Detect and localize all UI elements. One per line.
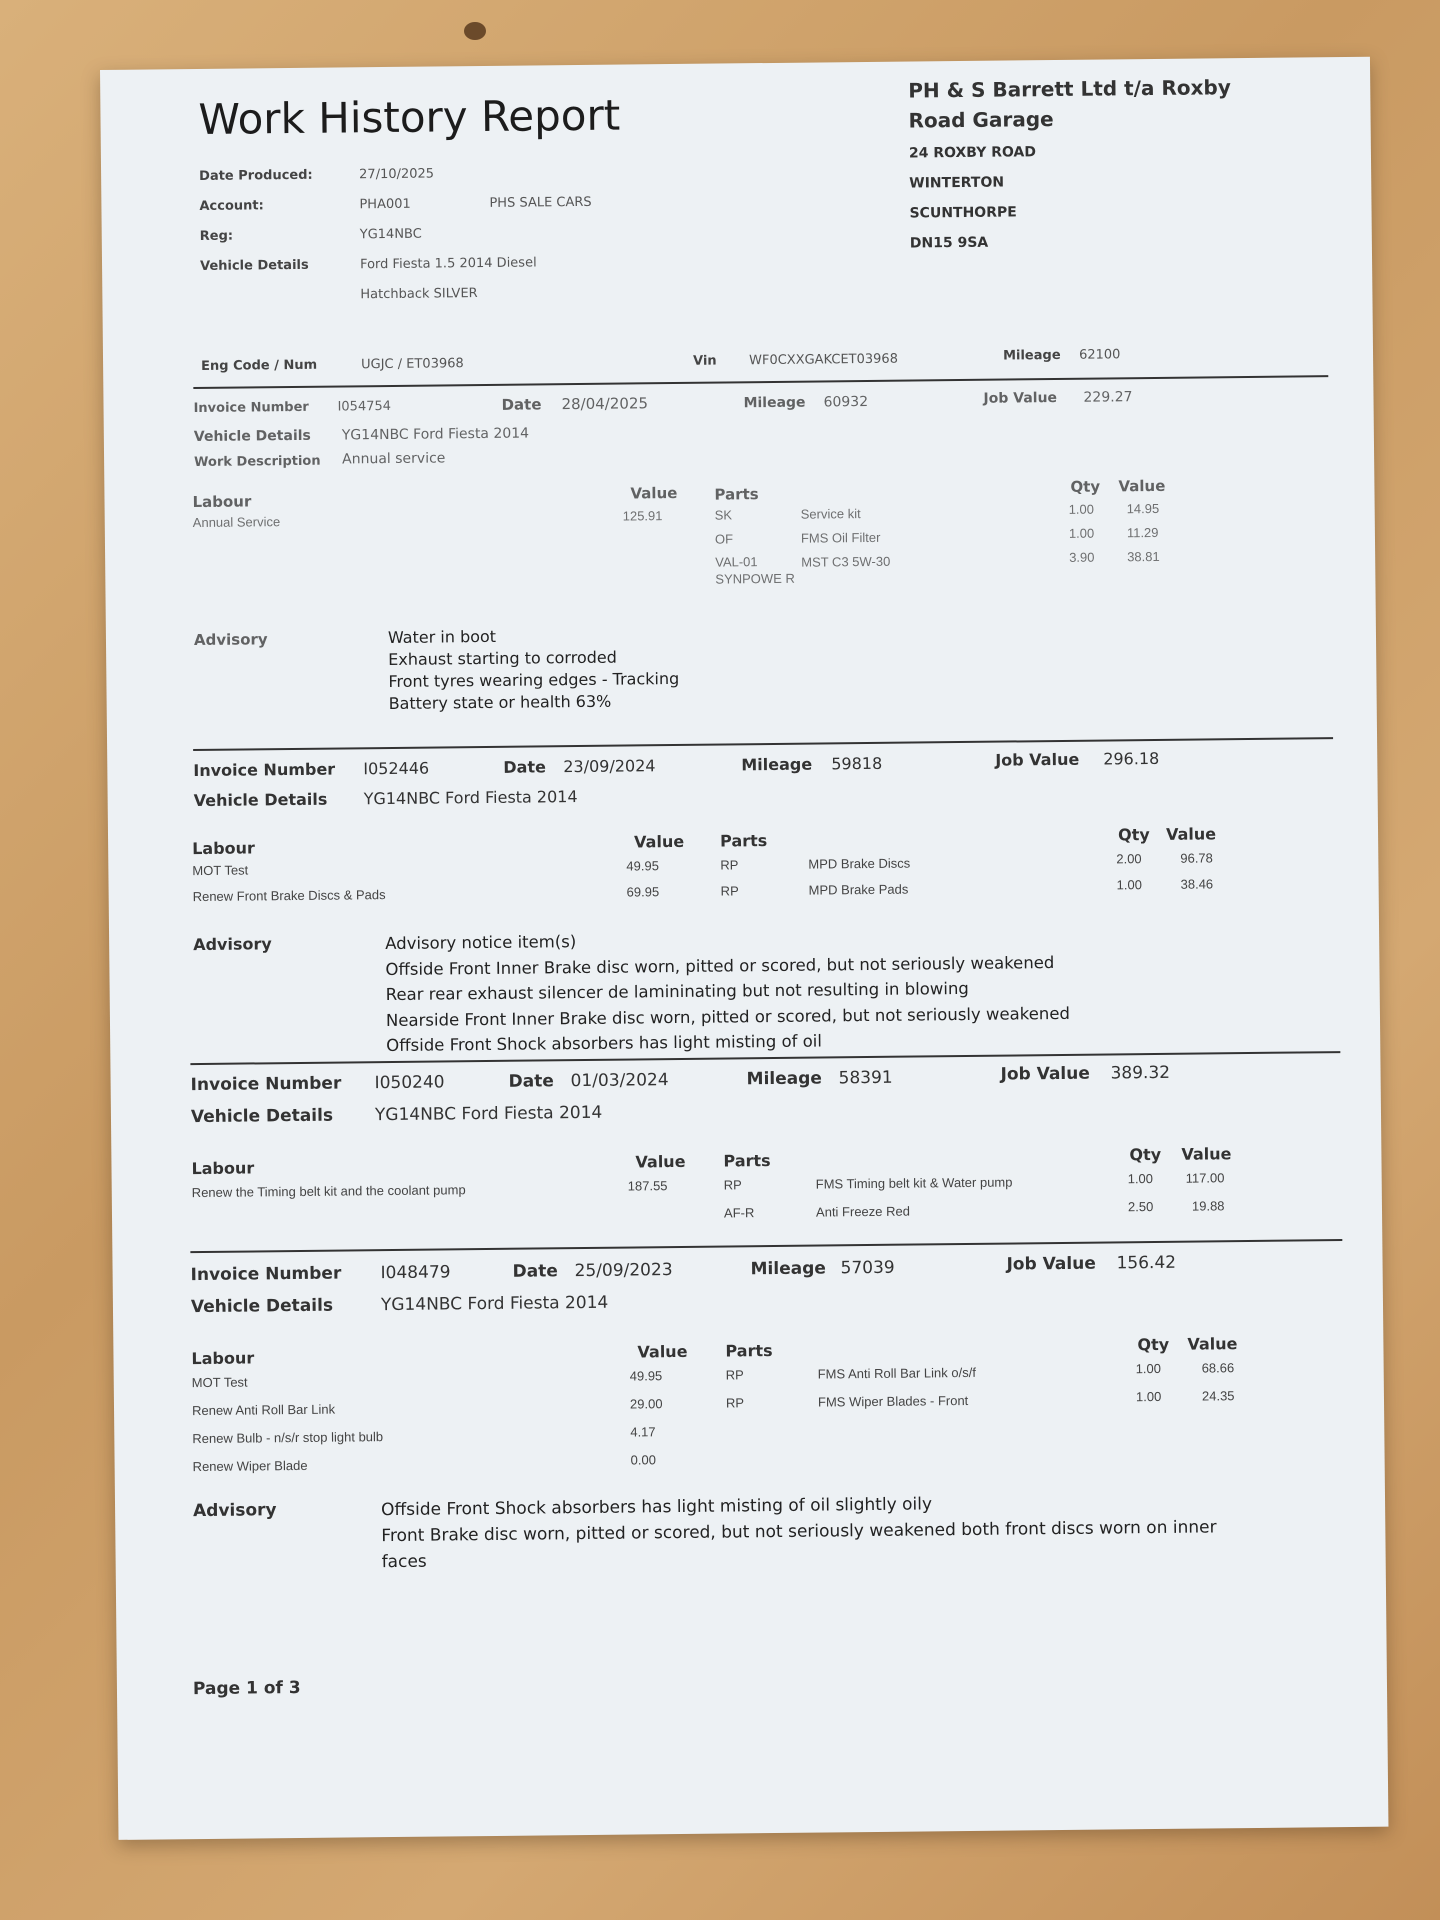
invoice-number: I054754 xyxy=(337,398,392,415)
section-divider xyxy=(193,737,1333,751)
value-header: Value xyxy=(1187,1334,1238,1354)
part-qty: 1.00 xyxy=(1135,1388,1162,1405)
invoice-number: I050240 xyxy=(374,1072,445,1094)
part-code: OF xyxy=(714,531,734,547)
value-header: Value xyxy=(1181,1144,1232,1164)
value-header: Value xyxy=(637,1341,688,1362)
parts-header: Parts xyxy=(723,1151,771,1171)
vehicle-details-line-1: Ford Fiesta 1.5 2014 Diesel xyxy=(359,255,537,273)
invoice-mileage: 57039 xyxy=(840,1257,895,1279)
mileage-label: Mileage xyxy=(1002,347,1061,364)
work-description-label: Work Description xyxy=(194,453,321,471)
labour-value: 4.17 xyxy=(630,1424,656,1440)
part-value: 14.95 xyxy=(1126,500,1160,517)
part-qty: 1.00 xyxy=(1068,525,1095,541)
job-value: 389.32 xyxy=(1110,1062,1171,1084)
labour-value: 187.55 xyxy=(627,1178,668,1194)
report-title: Work History Report xyxy=(198,90,621,144)
advisory-list xyxy=(385,924,1070,1059)
advisory-item: faces xyxy=(381,1551,427,1573)
advisory-item: Rear rear exhaust silencer de lamininating but not resulting in blowing xyxy=(385,978,969,1005)
vin: WF0CXXGAKCET03968 xyxy=(749,351,899,369)
company-line-2: Road Garage xyxy=(908,107,1054,133)
account-code: PHA001 xyxy=(359,196,411,213)
desk-mark xyxy=(464,22,486,40)
value-header: Value xyxy=(634,831,685,852)
vehicle-details-label: Vehicle Details xyxy=(193,789,328,811)
vehicle-details: YG14NBC Ford Fiesta 2014 xyxy=(363,787,578,809)
part-code: AF-R xyxy=(723,1205,755,1221)
parts-header: Parts xyxy=(714,485,759,504)
part-desc: MST C3 5W-30 xyxy=(801,553,891,570)
invoice-mileage: 58391 xyxy=(838,1067,893,1089)
mileage-label: Mileage xyxy=(750,1258,826,1280)
qty-header: Qty xyxy=(1137,1334,1170,1355)
invoice-date: 25/09/2023 xyxy=(574,1260,673,1282)
value-header: Value xyxy=(635,1151,686,1172)
mileage-label: Mileage xyxy=(741,754,813,775)
labour-value: 49.95 xyxy=(629,1368,663,1384)
part-desc: Anti Freeze Red xyxy=(815,1203,911,1220)
advisory-item: Front Brake disc worn, pitted or scored, but not seriously weakened both front discs worn on inner xyxy=(381,1517,1217,1547)
invoice-number-label: Invoice Number xyxy=(190,1073,342,1096)
part-value: 11.29 xyxy=(1126,524,1159,541)
invoice-number: I048479 xyxy=(380,1262,451,1284)
invoice-number-label: Invoice Number xyxy=(193,759,336,781)
advisory-item: Front tyres wearing edges - Tracking xyxy=(388,668,680,692)
vehicle-details-label: Vehicle Details xyxy=(199,257,309,274)
vehicle-details: YG14NBC Ford Fiesta 2014 xyxy=(374,1102,603,1126)
qty-header: Qty xyxy=(1117,825,1150,845)
job-value-label: Job Value xyxy=(1006,1253,1096,1275)
part-code: RP xyxy=(723,1177,742,1193)
address-line: SCUNTHORPE xyxy=(909,204,1017,222)
eng-code: UGJC / ET03968 xyxy=(361,356,464,373)
advisory-item: Battery state or health 63% xyxy=(388,691,612,714)
part-qty: 3.90 xyxy=(1069,549,1095,565)
qty-header: Qty xyxy=(1129,1144,1162,1165)
account-name: PHS SALE CARS xyxy=(489,194,592,211)
labour-value: 69.95 xyxy=(626,884,660,900)
part-value: 38.46 xyxy=(1180,876,1214,892)
vehicle-details-label: Vehicle Details xyxy=(193,427,311,446)
mileage-label: Mileage xyxy=(743,394,806,412)
labour-header: Labour xyxy=(192,492,252,512)
labour-desc: MOT Test xyxy=(192,862,249,879)
date-label: Date xyxy=(512,1261,558,1282)
vehicle-details-label: Vehicle Details xyxy=(190,1105,334,1128)
part-qty: 2.50 xyxy=(1127,1199,1154,1215)
part-qty: 1.00 xyxy=(1116,877,1142,893)
invoice-mileage: 59818 xyxy=(831,753,883,774)
page-number: Page 1 of 3 xyxy=(192,1677,301,1700)
part-value: 38.81 xyxy=(1127,548,1160,565)
part-value: 68.66 xyxy=(1201,1360,1235,1376)
part-desc: FMS Wiper Blades - Front xyxy=(817,1392,969,1410)
labour-desc: Renew Wiper Blade xyxy=(192,1457,308,1475)
account-label: Account: xyxy=(199,198,264,214)
company-name xyxy=(908,71,1309,135)
invoice-mileage: 60932 xyxy=(823,393,869,411)
reg-label: Reg: xyxy=(199,228,234,244)
labour-value: 125.91 xyxy=(622,508,663,524)
invoice-number-label: Invoice Number xyxy=(190,1263,342,1286)
labour-value: 0.00 xyxy=(630,1452,656,1468)
part-qty: 1.00 xyxy=(1127,1171,1154,1187)
company-line-1: PH & S Barrett Ltd t/a Roxby xyxy=(908,75,1231,103)
part-qty: 1.00 xyxy=(1068,501,1095,517)
labour-header: Labour xyxy=(192,838,255,859)
part-code: RP xyxy=(720,857,739,873)
part-qty: 2.00 xyxy=(1116,851,1142,867)
advisory-list xyxy=(388,624,680,715)
vehicle-details-line-2: Hatchback SILVER xyxy=(360,286,478,303)
reg: YG14NBC xyxy=(359,226,422,243)
part-code: RP xyxy=(725,1395,745,1411)
invoice-number-label: Invoice Number xyxy=(193,399,309,417)
date-label: Date xyxy=(501,395,542,414)
parts-header: Parts xyxy=(720,831,768,851)
advisory-item: Water in boot xyxy=(387,626,497,648)
section-divider xyxy=(190,1239,1342,1253)
report-paper xyxy=(100,57,1388,1840)
parts-header: Parts xyxy=(725,1341,773,1361)
part-desc: MPD Brake Discs xyxy=(808,855,911,872)
advisory-item: Exhaust starting to corroded xyxy=(388,647,617,670)
job-value-label: Job Value xyxy=(983,389,1058,407)
advisory-label: Advisory xyxy=(192,1500,277,1522)
date-produced: 27/10/2025 xyxy=(359,166,435,183)
date-label: Date xyxy=(503,757,546,777)
vehicle-details-label: Vehicle Details xyxy=(190,1295,334,1318)
advisory-item: Offside Front Shock absorbers has light misting of oil slightly oily xyxy=(380,1494,933,1521)
job-value-label: Job Value xyxy=(995,749,1080,770)
invoice-date: 23/09/2024 xyxy=(563,756,656,777)
labour-desc: MOT Test xyxy=(191,1374,248,1391)
labour-desc: Renew Anti Roll Bar Link xyxy=(191,1401,336,1419)
vehicle-details: YG14NBC Ford Fiesta 2014 xyxy=(380,1292,609,1316)
qty-header: Qty xyxy=(1070,477,1101,496)
part-code: RP xyxy=(720,883,739,899)
advisory-list xyxy=(381,1487,1332,1575)
part-value: 19.88 xyxy=(1191,1198,1225,1214)
part-desc: Service kit xyxy=(800,506,861,522)
part-desc: FMS Anti Roll Bar Link o/s/f xyxy=(817,1364,976,1382)
part-desc: FMS Timing belt kit & Water pump xyxy=(815,1174,1013,1192)
advisory-label: Advisory xyxy=(193,630,268,650)
address-line: DN15 9SA xyxy=(909,234,989,252)
work-description: Annual service xyxy=(342,450,446,468)
part-desc: MPD Brake Pads xyxy=(808,881,909,898)
vin-label: Vin xyxy=(693,353,717,369)
labour-header: Labour xyxy=(191,1348,255,1369)
part-code: VAL-01 SYNPOWE R xyxy=(715,554,795,587)
job-value: 156.42 xyxy=(1116,1252,1177,1274)
job-value-label: Job Value xyxy=(1000,1063,1090,1085)
part-code: RP xyxy=(725,1367,744,1383)
date-produced-label: Date Produced: xyxy=(199,167,313,184)
labour-value: 49.95 xyxy=(626,858,659,874)
value-header: Value xyxy=(1165,824,1217,844)
advisory-item: Offside Front Shock absorbers has light misting of oil xyxy=(386,1031,823,1056)
address-line: WINTERTON xyxy=(909,174,1005,192)
invoice-number: I052446 xyxy=(363,758,430,779)
part-value: 24.35 xyxy=(1201,1388,1235,1404)
vehicle-details: YG14NBC Ford Fiesta 2014 xyxy=(341,425,530,444)
advisory-item: Nearside Front Inner Brake disc worn, pitted or scored, but not seriously weakened xyxy=(385,1003,1071,1030)
labour-desc: Renew the Timing belt kit and the coolant pump xyxy=(191,1182,466,1201)
date-label: Date xyxy=(508,1071,554,1092)
labour-desc: Renew Bulb - n/s/r stop light bulb xyxy=(192,1429,384,1447)
mileage: 62100 xyxy=(1078,347,1121,363)
labour-desc: Renew Front Brake Discs & Pads xyxy=(192,887,386,905)
part-qty: 1.00 xyxy=(1135,1360,1162,1377)
advisory-item: Advisory notice item(s) xyxy=(385,932,577,954)
eng-code-label: Eng Code / Num xyxy=(201,357,318,374)
job-value: 296.18 xyxy=(1103,748,1160,769)
part-value: 96.78 xyxy=(1180,850,1213,866)
invoice-date: 28/04/2025 xyxy=(561,394,649,414)
labour-desc: Annual Service xyxy=(192,514,281,531)
advisory-label: Advisory xyxy=(193,934,272,955)
part-value: 117.00 xyxy=(1185,1170,1225,1186)
invoice-date: 01/03/2024 xyxy=(570,1070,669,1092)
address-line: 24 ROXBY ROAD xyxy=(908,144,1037,162)
value-header: Value xyxy=(630,483,678,503)
part-code: SK xyxy=(714,507,733,523)
labour-value: 29.00 xyxy=(629,1396,663,1412)
labour-header: Labour xyxy=(191,1158,255,1179)
advisory-item: Offside Front Inner Brake disc worn, pitted or scored, but not seriously weakened xyxy=(385,952,1055,979)
part-desc: FMS Oil Filter xyxy=(800,529,881,546)
job-value: 229.27 xyxy=(1083,389,1133,406)
mileage-label: Mileage xyxy=(746,1068,822,1090)
section-divider xyxy=(193,375,1328,389)
value-header: Value xyxy=(1118,476,1166,496)
